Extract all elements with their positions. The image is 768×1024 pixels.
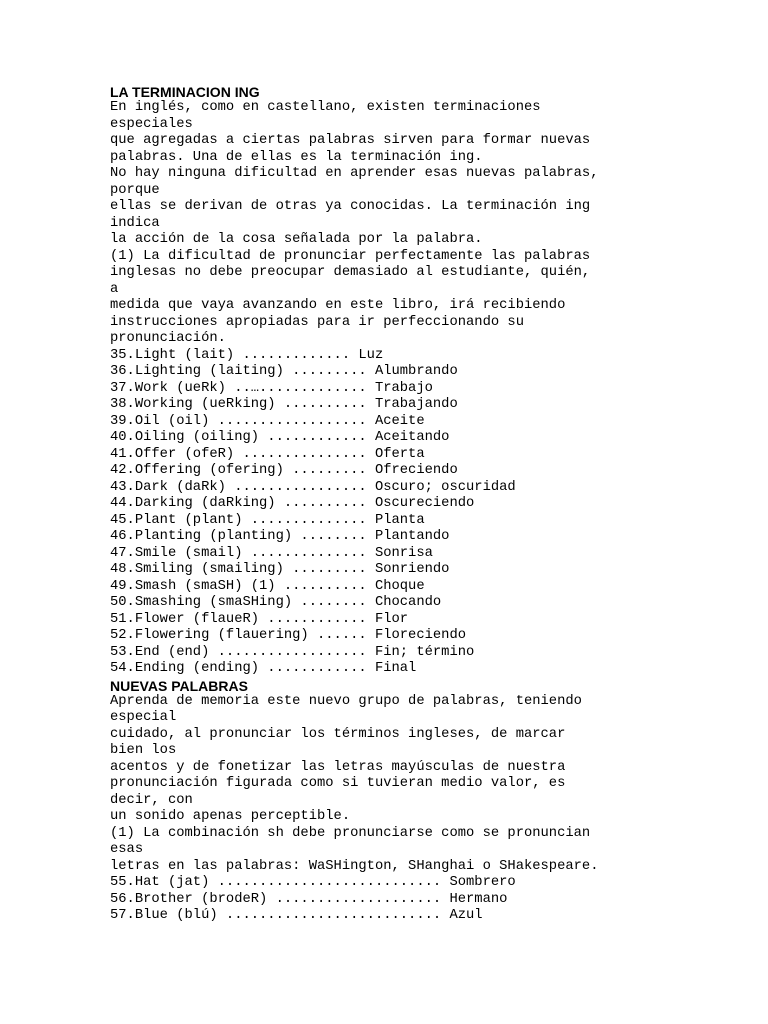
vocab-entry: 49.Smash (smaSH) (1) .......... Choque <box>110 578 425 594</box>
text-line: No hay ninguna dificultad en aprender esas nuevas palabras, <box>110 166 599 181</box>
vocab-entry: 57.Blue (blú) .......................... Azul <box>110 908 483 923</box>
vocab-entry: 38.Working (ueRking) .......... Trabajando <box>110 397 458 412</box>
text-line: Aprenda de memoria este nuevo grupo de palabras, teniendo <box>110 693 582 709</box>
text-line: especial <box>110 710 177 725</box>
vocab-entry: 50.Smashing (smaSHing) ........ Chocando <box>110 595 442 610</box>
text-line: pronunciación figurada como si tuvieran medio valor, es <box>110 776 566 791</box>
vocab-entry: 54.Ending (ending) ............ Final <box>110 661 417 676</box>
text-line: bien los <box>110 743 177 758</box>
vocab-entry: 44.Darking (daRking) .......... Oscureciendo <box>110 496 475 511</box>
vocab-entry: 56.Brother (brodeR) .................... Hermano <box>110 891 508 907</box>
vocab-entry: 37.Work (ueRk) ..…............. Trabajo <box>110 380 433 396</box>
vocab-entry: 35.Light (lait) ............. Luz <box>110 347 384 363</box>
text-line: letras en las palabras: WaSHington, SHanghai o SHakespeare. <box>110 858 599 874</box>
text-line: un sonido apenas perceptible. <box>110 809 351 824</box>
section-body-nuevas-palabras <box>110 694 760 925</box>
vocab-entry: 51.Flower (flaueR) ............ Flor <box>110 611 409 627</box>
vocab-entry: 43.Dark (daRk) ................ Oscuro; oscuridad <box>110 479 516 495</box>
text-line: instrucciones apropiadas para ir perfeccionando su <box>110 314 524 330</box>
text-line: esas <box>110 842 144 857</box>
vocab-entry: 42.Offering (ofering) ......... Ofreciendo <box>110 463 458 478</box>
text-line: cuidado, al pronunciar los términos ingleses, de marcar <box>110 726 566 742</box>
vocab-entry: 52.Flowering (flauering) ...... Floreciendo <box>110 628 467 643</box>
document-page <box>110 84 760 925</box>
text-line: pronunciación. <box>110 331 226 346</box>
vocab-entry: 47.Smile (smail) .............. Sonrisa <box>110 545 433 561</box>
text-line: (1) La combinación sh debe pronunciarse como se pronuncian <box>110 825 591 841</box>
vocab-entry: 39.Oil (oil) .................. Aceite <box>110 413 425 429</box>
text-line: la acción de la cosa señalada por la palabra. <box>110 232 483 247</box>
section-heading-nuevas-palabras: NUEVAS PALABRAS <box>110 677 248 694</box>
vocab-entry: 55.Hat (jat) ........................... Sombrero <box>110 875 516 890</box>
text-line: En inglés, como en castellano, existen terminaciones <box>110 100 541 115</box>
text-line: palabras. Una de ellas es la terminación ing. <box>110 149 483 165</box>
text-line: porque <box>110 182 160 198</box>
text-line: acentos y de fonetizar las letras mayúsculas de nuestra <box>110 759 566 775</box>
text-line: medida que vaya avanzando en este libro, irá recibiendo <box>110 298 566 313</box>
vocab-entry: 36.Lighting (laiting) ......... Alumbrando <box>110 364 458 379</box>
vocab-entry: 45.Plant (plant) .............. Planta <box>110 512 425 528</box>
text-line: especiales <box>110 116 193 132</box>
text-line: indica <box>110 215 160 231</box>
text-line: ellas se derivan de otras ya conocidas. La terminación ing <box>110 199 591 214</box>
vocab-entry: 46.Planting (planting) ........ Plantando <box>110 529 450 544</box>
text-line: decir, con <box>110 792 193 808</box>
vocab-entry: 48.Smiling (smailing) ......... Sonriendo <box>110 562 450 577</box>
text-line: a <box>110 281 119 297</box>
section-body-terminacion-ing <box>110 100 760 678</box>
vocab-entry: 41.Offer (ofeR) ............... Oferta <box>110 446 425 462</box>
text-line: inglesas no debe preocupar demasiado al estudiante, quién, <box>110 265 591 280</box>
vocab-entry: 40.Oiling (oiling) ............ Aceitando <box>110 430 450 445</box>
text-line: que agregadas a ciertas palabras sirven para formar nuevas <box>110 133 591 148</box>
vocab-entry: 53.End (end) .................. Fin; término <box>110 644 475 660</box>
text-line: (1) La dificultad de pronunciar perfectamente las palabras <box>110 248 591 264</box>
section-heading-terminacion-ing: LA TERMINACION ING <box>110 84 260 100</box>
